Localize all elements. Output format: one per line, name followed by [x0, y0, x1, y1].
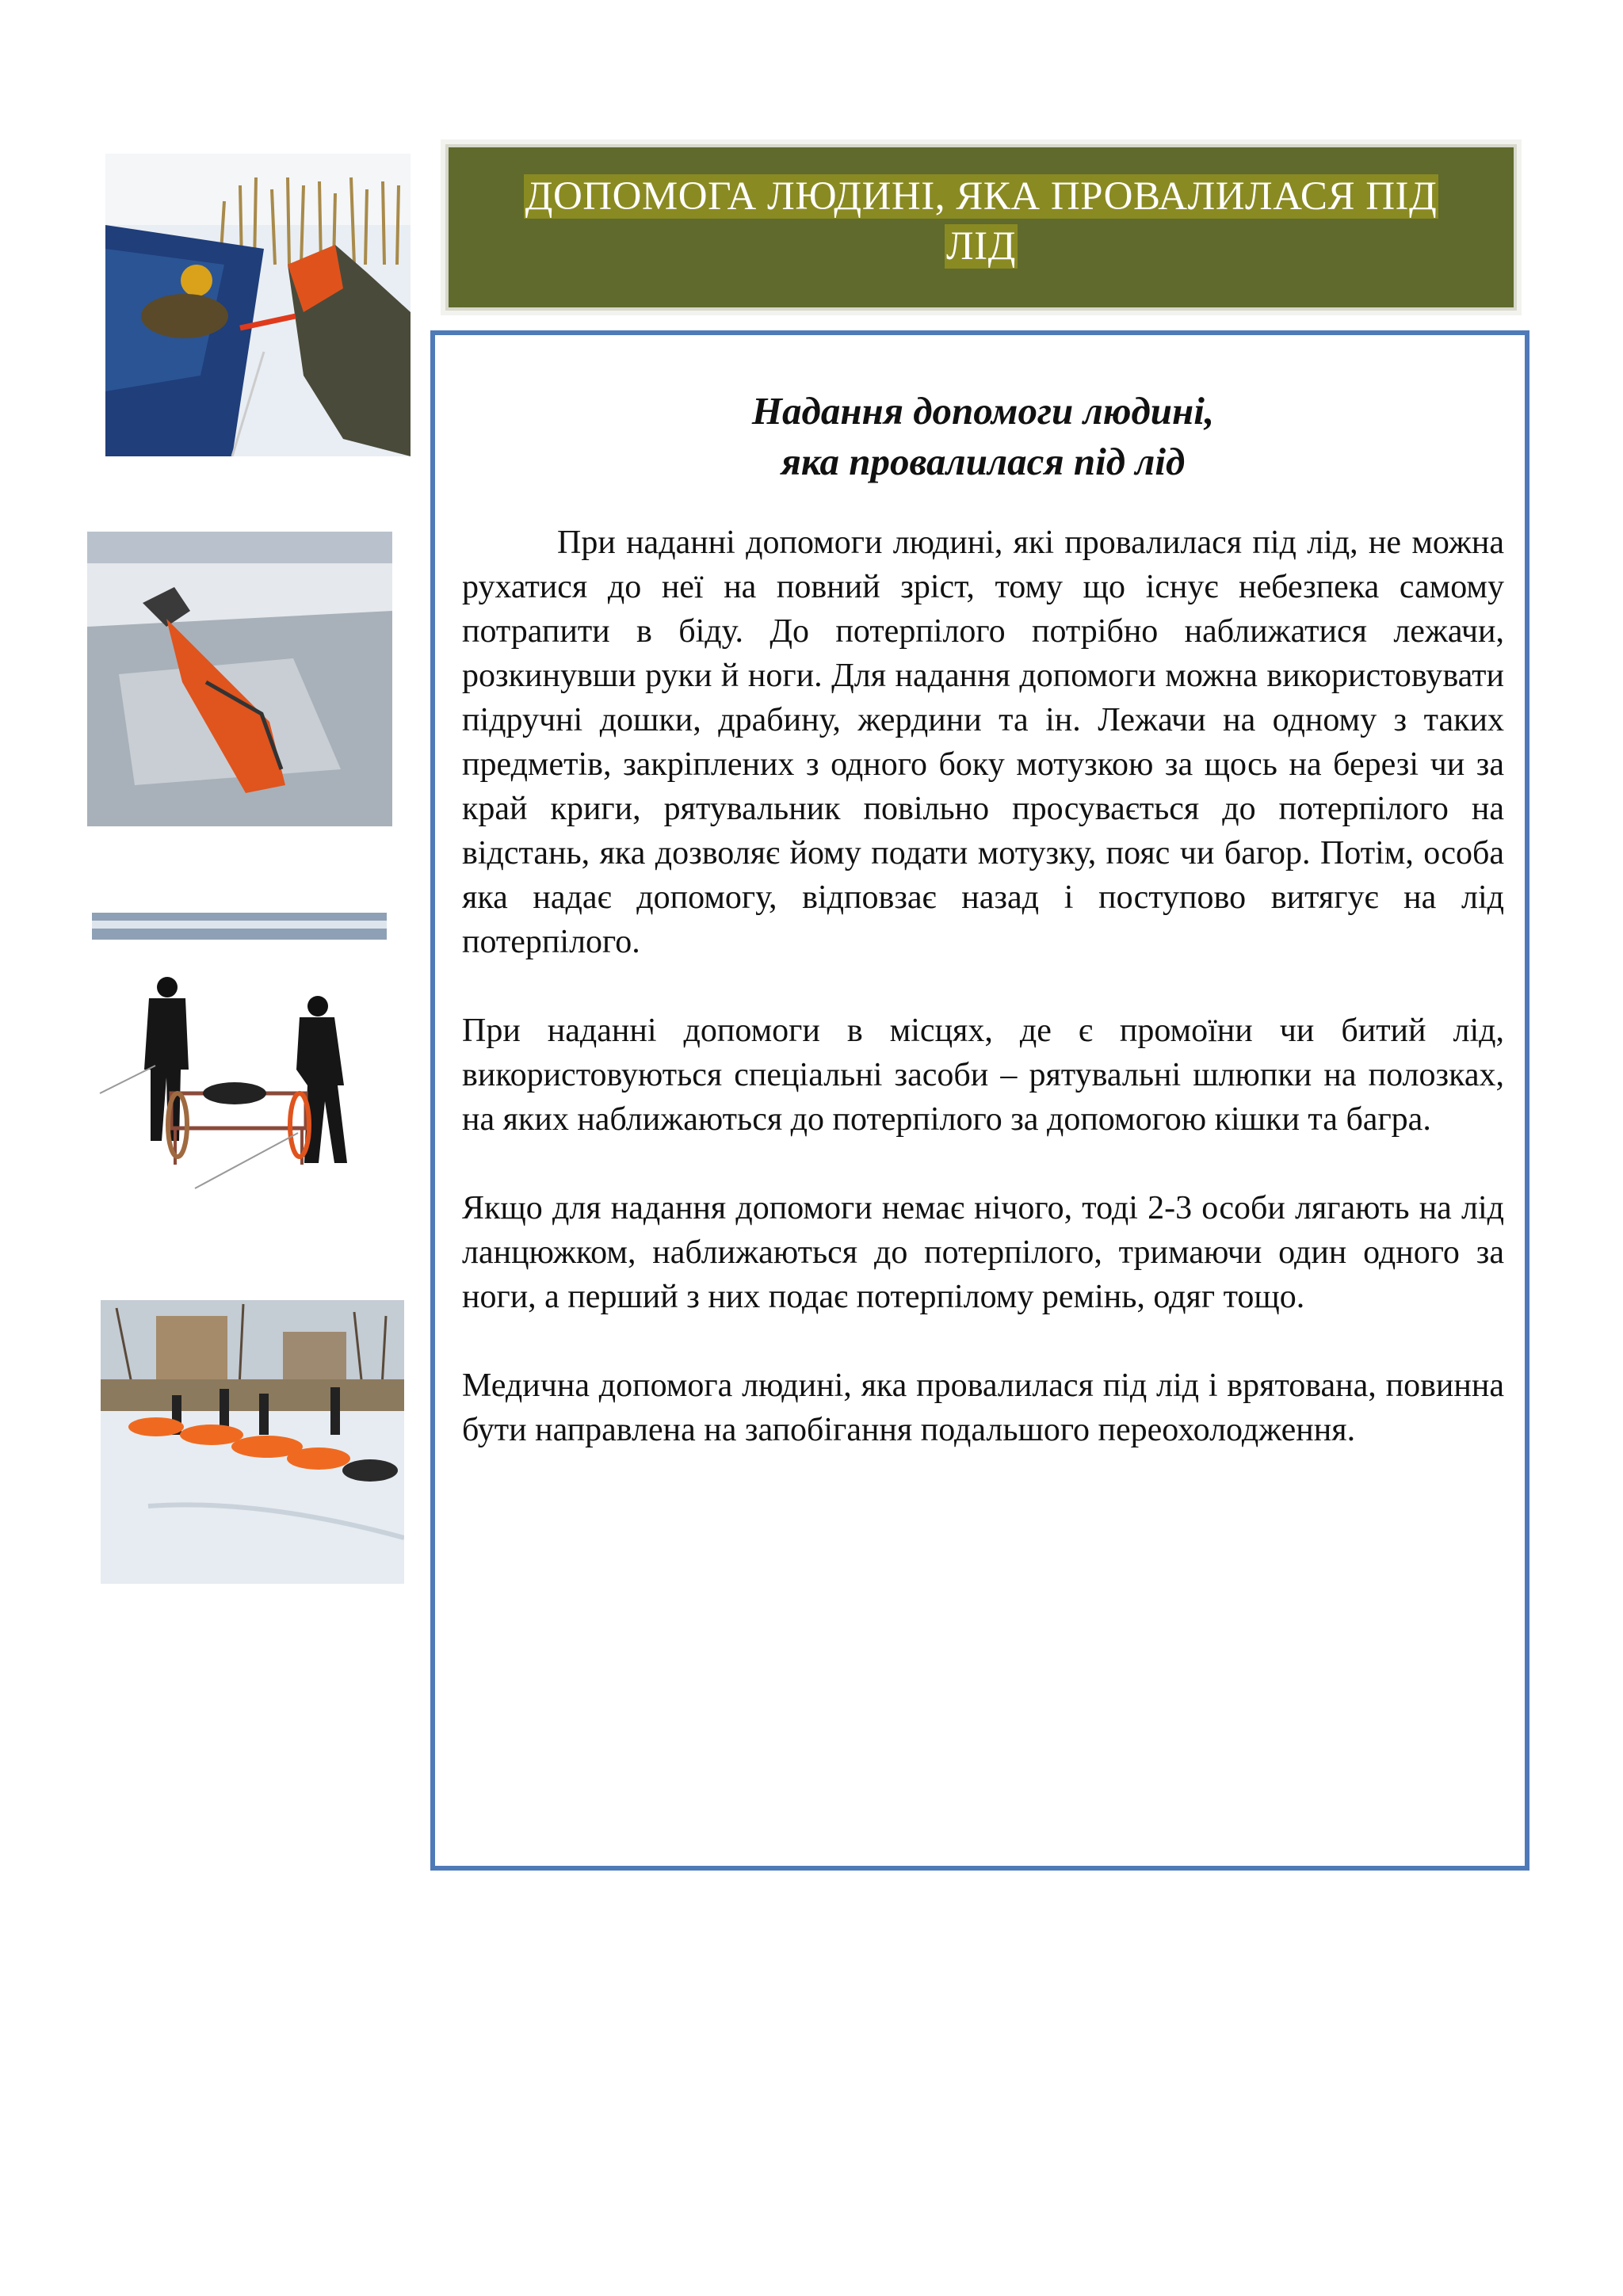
photo-rescuers-with-sled — [92, 911, 387, 1196]
article-heading-line-2: яка провалилася під лід — [781, 440, 1186, 483]
article-paragraph: Медична допомога людині, яка провалилася під лід і врятована, повинна бути направлена на запобігання подальшого переохолодження. — [462, 1367, 1504, 1448]
page-title-line-2: ЛІД — [946, 224, 1016, 269]
title-banner-inner — [445, 144, 1517, 311]
title-banner — [441, 139, 1522, 315]
photo-person-in-ice-hole — [87, 532, 392, 826]
page-title — [524, 172, 1439, 272]
article-heading — [462, 386, 1504, 487]
page-title-line-1: ДОПОМОГА ЛЮДИНІ, ЯКА ПРОВАЛИЛАСЯ ПІД — [525, 174, 1438, 219]
article-paragraph: При наданні допомоги в місцях, де є промоїни чи битий лід, використовуються спеціальні засоби – рятувальні шлюпки на полозках, на яких наближаються до потерпілого за допомогою кішки та багра. — [462, 1013, 1504, 1138]
article-heading-line-1: Надання допомоги людині, — [751, 389, 1215, 433]
article-paragraph: Якщо для надання допомоги немає нічого, тоді 2-3 особи лягають на лід ланцюжком, наближаються до потерпілого, тримаючи один одного за ноги, а перший з них подає потерпілому ремінь, одяг тощо. — [462, 1190, 1504, 1315]
article-paragraph: При наданні допомоги людині, які провалилася під лід, не можна рухатися до неї на повний зріст, тому що існує небезпека самому потрапити в біду. До потерпілого потрібно наближатися лежачи, розкинувши руки й ноги. Для надання допомоги можна використовувати підручні дошки, драбину, жердини та ін. Лежачи на одному з таких предметів, закріплених з одного боку мотузкою за щось на березі чи за край криги, рятувальник повільно просувається до потерпілого на відстань, яка дозволяє йому подати мотузку, пояс чи багор. Потім, особа яка надає допомогу, відповзає назад і поступово витягує на лід потерпілого. — [462, 524, 1504, 960]
photo-ice-rescue-crawling — [105, 154, 411, 456]
article-box — [430, 330, 1529, 1871]
photo-human-chain-on-ice — [101, 1300, 404, 1584]
